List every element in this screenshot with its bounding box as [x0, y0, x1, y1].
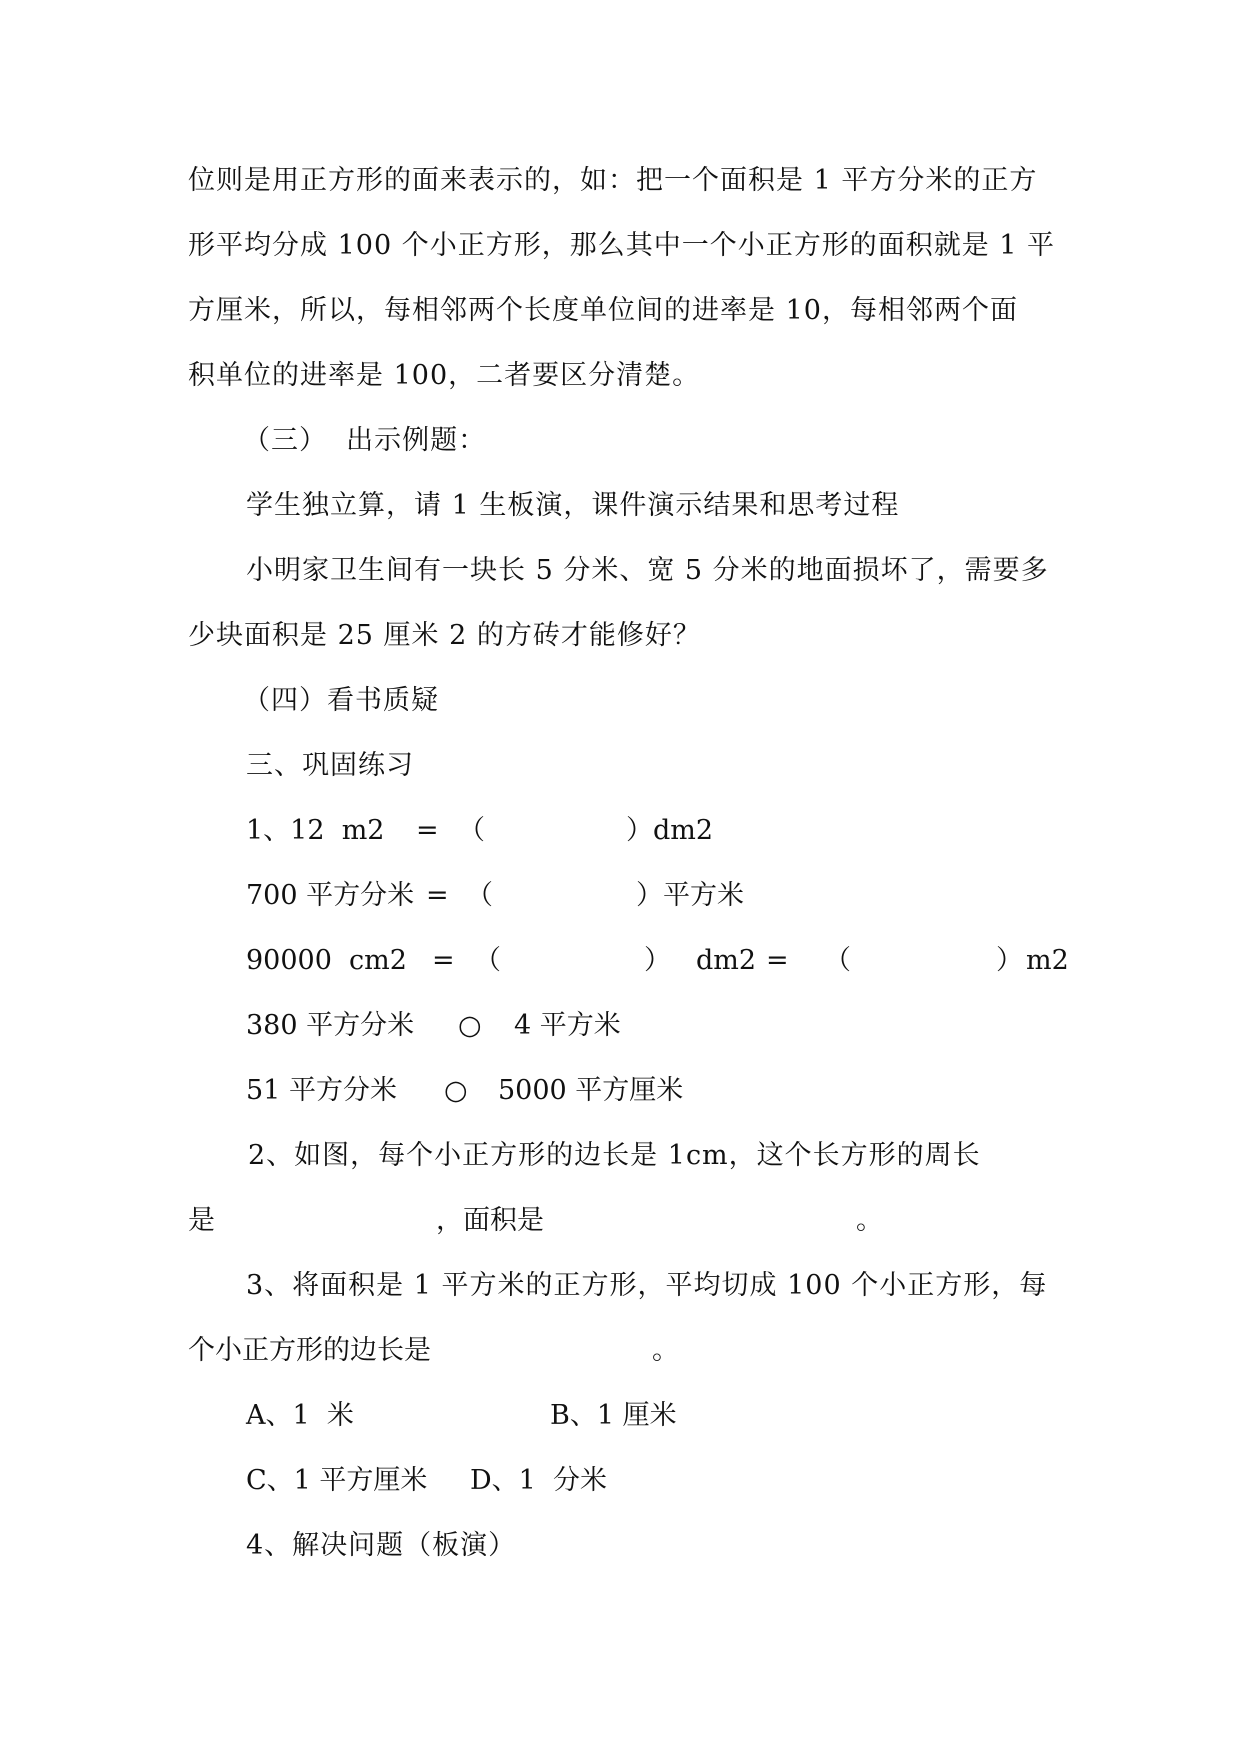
- exercise-text: 700 平方分米: [246, 880, 415, 911]
- close-bracket: ）dm2: [626, 815, 714, 846]
- open-bracket: （: [474, 945, 501, 976]
- equals-sign: =: [426, 880, 449, 911]
- exercise-text: ，面积是: [436, 1205, 544, 1236]
- paragraph-line: 少块面积是 25 厘米 2 的方砖才能修好？: [188, 620, 701, 651]
- paragraph-line: 4、解决问题（板演）: [246, 1530, 517, 1561]
- paragraph-line: 学生独立算，请 1 生板演，课件演示结果和思考过程: [246, 490, 900, 521]
- unit-text: dm2: [696, 945, 757, 976]
- section-heading: （三） 出示例题：: [243, 425, 487, 456]
- paragraph-line: 3、将面积是 1 平方米的正方形，平均切成 100 个小正方形，每: [246, 1270, 1048, 1301]
- exercise-text: 90000 cm2: [246, 945, 407, 976]
- exercise-text: 4 平方米: [514, 1010, 621, 1041]
- exercise-text: 是: [188, 1205, 215, 1236]
- close-bracket: ）平方米: [636, 880, 744, 911]
- paragraph-line: 方厘米，所以，每相邻两个长度单位间的进率是 10，每相邻两个面: [188, 295, 1018, 326]
- compare-circle: ○: [444, 1075, 468, 1106]
- close-bracket: ）: [644, 945, 671, 976]
- paragraph-line: 2、如图，每个小正方形的边长是 1cm，这个长方形的周长: [248, 1140, 981, 1171]
- exercise-text: 。: [652, 1335, 679, 1366]
- equals-sign: =: [766, 945, 789, 976]
- section-heading: （四）看书质疑: [243, 685, 439, 716]
- paragraph-line: 位则是用正方形的面来表示的，如：把一个面积是 1 平方分米的正方: [188, 165, 1038, 196]
- option-d: D、1 分米: [470, 1465, 607, 1496]
- unit-text: m2: [1026, 945, 1069, 976]
- open-bracket: （: [458, 815, 485, 846]
- exercise-text: 51 平方分米: [246, 1075, 397, 1106]
- exercise-text: 个小正方形的边长是: [188, 1335, 431, 1366]
- option-a: A、1 米: [246, 1400, 354, 1431]
- exercise-text: 。: [856, 1205, 883, 1236]
- exercise-text: 5000 平方厘米: [498, 1075, 684, 1106]
- option-b: B、1 厘米: [550, 1400, 677, 1431]
- option-c: C、1 平方厘米: [246, 1465, 428, 1496]
- paragraph-line: 小明家卫生间有一块长 5 分米、宽 5 分米的地面损坏了，需要多: [246, 555, 1049, 586]
- section-heading: 三、巩固练习: [246, 750, 414, 781]
- paragraph-line: 积单位的进率是 100，二者要区分清楚。: [188, 360, 701, 391]
- open-bracket: （: [466, 880, 493, 911]
- equals-sign: =: [416, 815, 439, 846]
- open-bracket: （: [824, 945, 851, 976]
- exercise-text: 1、12 m2: [246, 815, 385, 846]
- compare-circle: ○: [458, 1010, 482, 1041]
- paragraph-line: 形平均分成 100 个小正方形，那么其中一个小正方形的面积就是 1 平: [188, 230, 1056, 261]
- equals-sign: =: [432, 945, 455, 976]
- exercise-text: 380 平方分米: [246, 1010, 415, 1041]
- close-bracket: ）: [996, 945, 1023, 976]
